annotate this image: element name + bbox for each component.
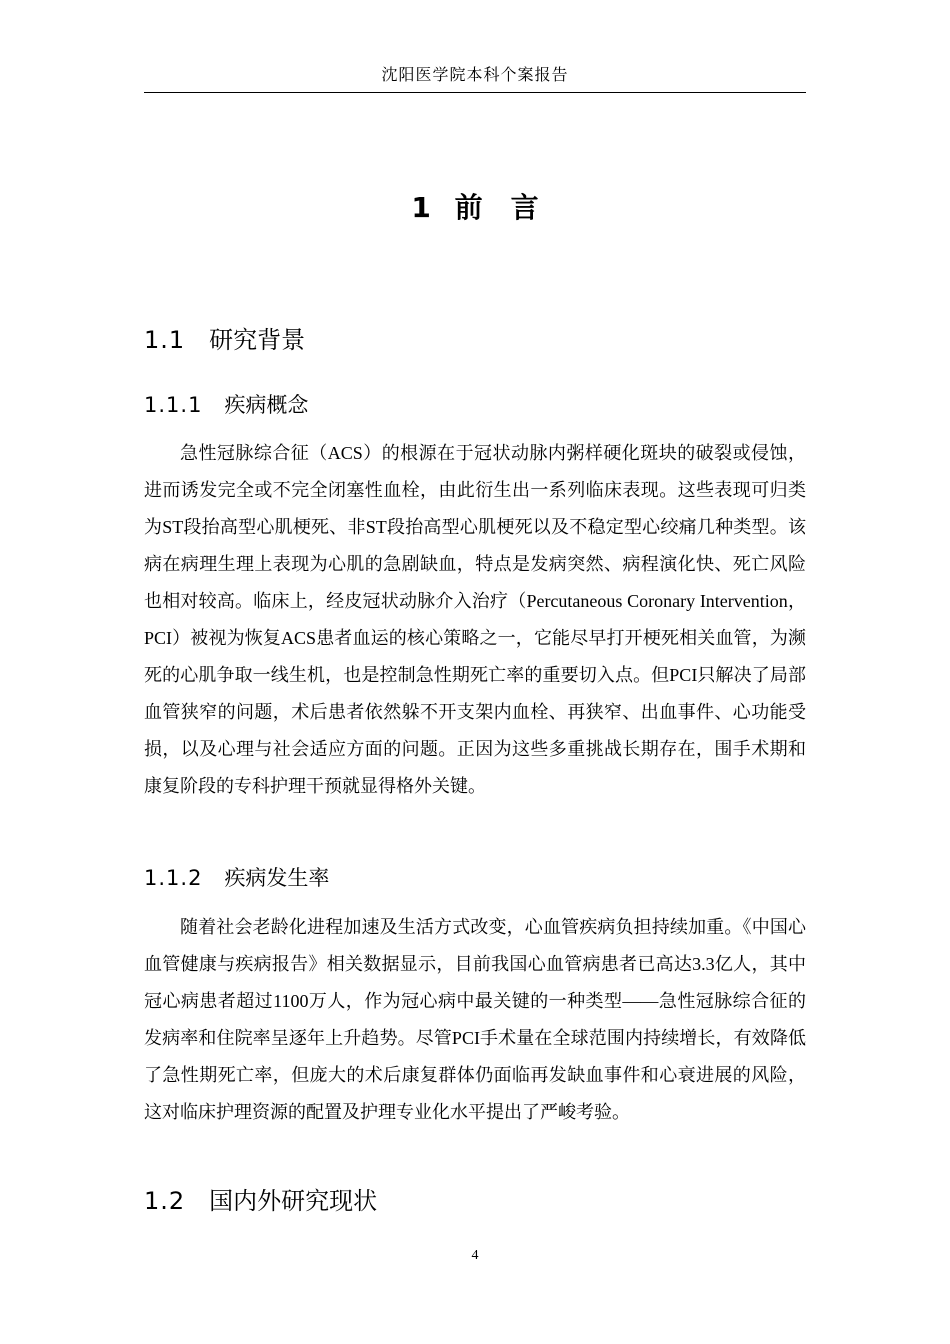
header-title: 沈阳医学院本科个案报告 <box>381 65 569 84</box>
section-heading-1-1 <box>144 323 305 357</box>
subsection-number: 1.1.2 <box>144 866 203 890</box>
paragraph-incidence: 随着社会老龄化进程加速及生活方式改变，心血管疾病负担持续加重。《中国心血管健康与疾病报告》相关数据显示，目前我国心血管病患者已高达3.3亿人，其中冠心病患者超过1100万人，作为冠心病中最关键的一种类型——急性冠脉综合征的发病率和住院率呈逐年上升趋势。尽管PCI手术量在全球范围内持续增长，有效降低了急性期死亡率，但庞大的术后康复群体仍面临再发缺血事件和心衰进展的风险，这对临床护理资源的配置及护理专业化水平提出了严峻考验。 <box>144 917 806 1122</box>
paragraph-disease-concept: 急性冠脉综合征（ACS）的根源在于冠状动脉内粥样硬化斑块的破裂或侵蚀，进而诱发完全或不完全闭塞性血栓，由此衍生出一系列临床表现。这些表现可归类为ST段抬高型心肌梗死、非ST段抬高型心肌梗死以及不稳定型心绞痛几种类型。该病在病理生理上表现为心肌的急剧缺血，特点是发病突然、病程演化快、死亡风险也相对较高。临床上，经皮冠状动脉介入治疗（Percutaneous Coronary Intervention，PCI）被视为恢复ACS患者血运的核心策略之一，它能尽早打开梗死相关血管，为濒死的心肌争取一线生机，也是控制急性期死亡率的重要切入点。但PCI只解决了局部血管狭窄的问题，术后患者依然躲不开支架内血栓、再狭窄、出血事件、心功能受损，以及心理与社会适应方面的问题。正因为这些多重挑战长期存在，围手术期和康复阶段的专科护理干预就显得格外关键。 <box>144 443 806 796</box>
section-heading-1-2 <box>144 1184 377 1218</box>
subsection-number: 1.1.1 <box>144 393 203 417</box>
page-number: 4 <box>471 1248 479 1263</box>
chapter-number: 1 <box>411 191 431 224</box>
section-number: 1.2 <box>144 1187 186 1215</box>
subsection-title: 疾病发生率 <box>224 866 330 890</box>
running-header <box>144 64 806 93</box>
section-number: 1.1 <box>144 326 186 354</box>
subsection-heading-1-1-1 <box>144 390 308 420</box>
chapter-heading <box>0 188 950 228</box>
subsection-title: 疾病概念 <box>224 393 309 417</box>
section-title: 国内外研究现状 <box>209 1187 378 1215</box>
section-title: 研究背景 <box>209 326 306 354</box>
chapter-title: 前 言 <box>454 191 539 224</box>
subsection-heading-1-1-2 <box>144 863 329 893</box>
